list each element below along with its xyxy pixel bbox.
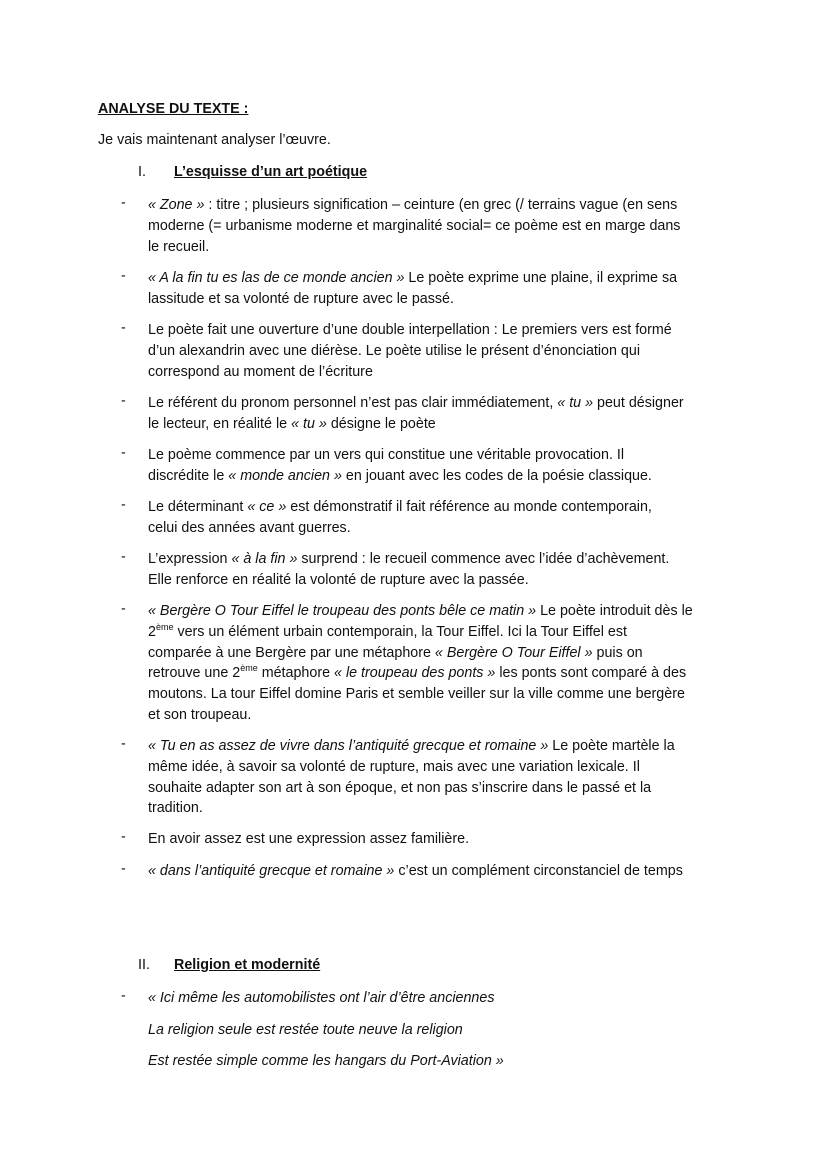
bullet-dash: -	[121, 861, 126, 877]
document-heading: ANALYSE DU TEXTE :	[98, 101, 249, 117]
bullet-dash: -	[121, 393, 126, 409]
bullet-text: « dans l’antiquité grecque et romaine » c’est un complément circonstanciel de temps	[148, 863, 683, 879]
bullet-dash: -	[121, 549, 126, 565]
bullet-dash: -	[121, 736, 126, 752]
bullet-dash: -	[121, 445, 126, 461]
bullet-text: « Tu en as assez de vivre dans l’antiquité grecque et romaine » Le poète martèle la même idée, à savoir sa volonté de rupture, mais avec une variation lexicale. Il souhaite adapter son art à son époque, et non pas s’inscrire dans le passé et la tradition.	[148, 738, 675, 817]
section-1-number: I.	[138, 164, 146, 180]
bullet-dash: -	[121, 988, 126, 1004]
bullet-text: Le référent du pronom personnel n’est pas clair immédiatement, « tu » peut désigner le lecteur, en réalité le « tu » désigne le poète	[148, 395, 684, 432]
quote-text: « Ici même les automobilistes ont l’air d’être anciennes La religion seule est restée toute neuve la religion Est restée simple comme les hangars du Port-Aviation »	[148, 990, 504, 1069]
bullet-dash: -	[121, 829, 126, 845]
section-2-number: II.	[138, 957, 150, 973]
bullet-text: L’expression « à la fin » surprend : le recueil commence avec l’idée d’achèvement. Elle renforce en réalité la volonté de rupture avec la passée.	[148, 551, 670, 588]
bullet-text: Le poète fait une ouverture d’une double interpellation : Le premiers vers est formé d’un alexandrin avec une diérèse. Le poète utilise le présent d’énonciation qui correspond au moment de l’écriture	[148, 322, 672, 380]
section-1-title: L’esquisse d’un art poétique	[174, 164, 368, 180]
bullet-dash: -	[121, 601, 126, 617]
bullet-dash: -	[121, 497, 126, 513]
bullet-text: « Bergère O Tour Eiffel le troupeau des ponts bêle ce matin » Le poète introduit dès le 2ème vers un élément urbain contemporain, la Tour Eiffel. Ici la Tour Eiffel est comparée à une Bergère par une métaphore « Bergère O Tour Eiffel » puis on retrouve une 2ème métaphore « le troupeau des ponts » les ponts sont comparé à des moutons. La tour Eiffel domine Paris et semble veiller sur la ville comme une bergère et son troupeau.	[148, 603, 693, 723]
bullet-text: Le déterminant « ce » est démonstratif il fait référence au monde contemporain, celui des années avant guerres.	[148, 499, 652, 536]
intro-text: Je vais maintenant analyser l’œuvre.	[98, 132, 331, 148]
bullet-dash: -	[121, 195, 126, 211]
bullet-text: Le poème commence par un vers qui constitue une véritable provocation. Il discrédite le « monde ancien » en jouant avec les codes de la poésie classique.	[148, 447, 652, 484]
bullet-text: « A la fin tu es las de ce monde ancien » Le poète exprime une plaine, il exprime sa lassitude et sa volonté de rupture avec le passé.	[148, 270, 678, 307]
bullet-dash: -	[121, 320, 126, 336]
bullet-dash: -	[121, 268, 126, 284]
bullet-text: En avoir assez est une expression assez familière.	[148, 831, 470, 847]
section-2-title: Religion et modernité	[174, 957, 321, 973]
bullet-text: « Zone » : titre ; plusieurs signification – ceinture (en grec (/ terrains vague (en sens moderne (= urbanisme moderne et marginalité social= ce poème est en marge dans le recueil.	[148, 197, 681, 255]
